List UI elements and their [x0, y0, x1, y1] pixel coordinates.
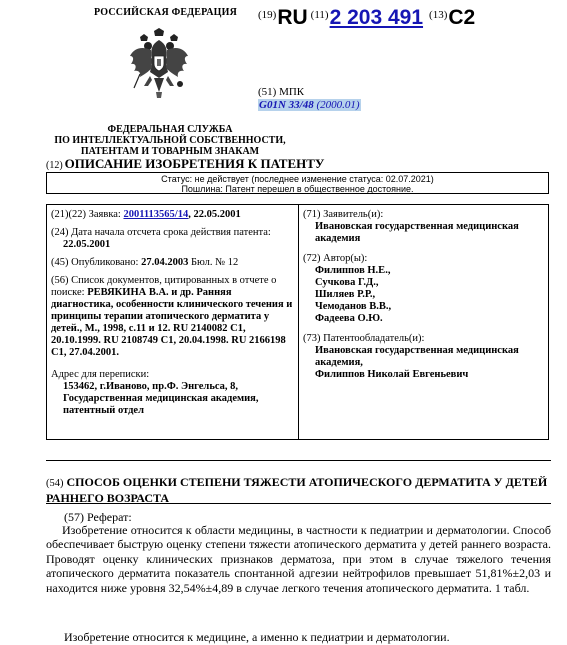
bibliographic-data	[46, 204, 549, 440]
application-number-link[interactable]: 2001113565/14	[123, 209, 189, 220]
fee-line: Пошлина: Патент перешел в общественное достояние.	[181, 184, 414, 194]
abstract-label: (57) Реферат:	[64, 510, 132, 524]
biblio-right-column	[299, 205, 549, 439]
author-item: Филиппов Н.Е.,	[315, 265, 391, 276]
mpk-classification[interactable]: G01N 33/48 (2000.01)	[259, 99, 360, 111]
mpk-label: (51) МПК	[258, 86, 305, 98]
author-item: Чемоданов В.В.,	[315, 301, 392, 312]
published-field: (45) Опубликовано: 27.04.2003 Бюл. № 12	[51, 257, 239, 268]
citations-field: (56) Список документов, цитированных в отчете о поиске: РЕВЯКИНА В.А. и др. Ранняя диагностика, особенности клинического течения и принципы терапии атопического дерматита у детей., М., 1998, с.11 и 12. RU 2140082 C1, 20.10.1999. RU 2108749 C1, 20.04.1998. RU 2166198 C1, 27.04.2001.	[51, 275, 293, 358]
patent-kind: C2	[448, 6, 476, 29]
application-field: (21)(22) Заявка: 2001113565/14, 22.05.2001	[51, 209, 241, 220]
divider	[46, 503, 551, 504]
owner-field: (73) Патентообладатель(и): Ивановская государственная медицинская академия, Филиппов Николай Евгеньевич	[303, 333, 519, 380]
abstract-text: Изобретение относится к области медицины, в частности к педиатрии и дерматологии. Способ обеспечивает быструю оценку степени тяжести атопического дерматита у детей раннего возраста. Проводят оценку клинических признаков дерматоза, при этом в случае тяжелого течения атопического дерматита показатель спонтанной адгезии нейтрофилов превышает 51,81%±2,03 и находится ниже уровня 32,54%±4,89 в случае легкого течения атопического дерматита. 1 табл.	[46, 523, 551, 595]
patent-header	[0, 0, 567, 190]
coat-of-arms-icon	[128, 28, 190, 102]
status-line: Статус: не действует (последнее изменение статуса: 02.07.2021)	[161, 174, 434, 184]
authors-field: (72) Автор(ы): Филиппов Н.Е., Сучкова Г.Д., Шиляев Р.Р., Чемоданов В.В., Фадеева О.Ю.	[303, 253, 392, 324]
biblio-left-column	[47, 205, 299, 439]
patent-number-row: $^{(19)}$RU $^{(11)}$2 203 491 $^{(13)}$C2	[258, 6, 476, 29]
country-code: RU	[277, 6, 308, 29]
patent-number-link[interactable]: 2 203 491	[329, 6, 424, 29]
document-title: (12) ОПИСАНИЕ ИЗОБРЕТЕНИЯ К ПАТЕНТУ	[46, 156, 325, 171]
author-item: Сучкова Г.Д.,	[315, 277, 379, 288]
country-name: РОССИЙСКАЯ ФЕДЕРАЦИЯ	[94, 7, 238, 18]
author-item: Фадеева О.Ю.	[315, 313, 383, 324]
agency-name: ФЕДЕРАЛЬНАЯ СЛУЖБА ПО ИНТЕЛЛЕКТУАЛЬНОЙ СОБСТВЕННОСТИ, ПАТЕНТАМ И ТОВАРНЫМ ЗНАКАМ	[54, 124, 286, 157]
address-field: Адрес для переписки: 153462, г.Иваново, пр.Ф. Энгельса, 8, Государственная медицинская академия, патентный отдел	[51, 369, 259, 416]
term-field: (24) Дата начала отсчета срока действия патента: 22.05.2001	[51, 227, 271, 250]
divider	[46, 460, 551, 461]
applicant-field: (71) Заявитель(и): Ивановская государственная медицинская академия	[303, 209, 519, 244]
description-first-line: Изобретение относится к медицине, а именно к педиатрии и дерматологии.	[64, 630, 450, 644]
invention-title: (54) СПОСОБ ОЦЕНКИ СТЕПЕНИ ТЯЖЕСТИ АТОПИЧЕСКОГО ДЕРМАТИТА У ДЕТЕЙ РАННЕГО ВОЗРАСТА	[46, 475, 548, 505]
author-item: Шиляев Р.Р.,	[315, 289, 376, 300]
status-box	[46, 172, 549, 194]
